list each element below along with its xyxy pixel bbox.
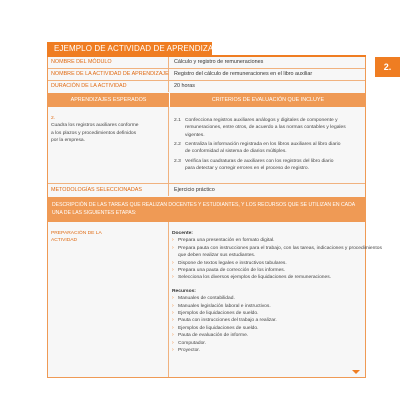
aprendizaje-number: 2. bbox=[51, 116, 56, 121]
continue-down-arrow-icon bbox=[352, 370, 360, 374]
list-item: › Dispone de textos legales e instructivos tabulares. bbox=[172, 259, 287, 266]
label-duracion: DURACIÓN DE LA ACTIVIDAD bbox=[48, 81, 169, 92]
descripcion-bar bbox=[48, 197, 365, 222]
bullet-arrow-icon: › bbox=[172, 317, 174, 324]
value-duracion: 20 horas bbox=[174, 83, 195, 89]
list-item: › Prepara pauta con instrucciones para el trabajo, con las tareas, indicaciones y procedimientos bbox=[172, 244, 382, 251]
value-actividad: Registro del cálculo de remuneraciones en el libro auxiliar bbox=[174, 71, 313, 77]
bullet-arrow-icon: › bbox=[172, 244, 174, 251]
bullet-arrow-icon: › bbox=[172, 295, 174, 302]
bullet-arrow-icon: › bbox=[172, 302, 174, 309]
criterio-number: 2.2 bbox=[174, 142, 181, 147]
label-metodologias: METODOLOGÍAS SELECCIONADAS bbox=[48, 184, 169, 196]
criterio-line: Verifica las cuadraturas de auxiliares con los registros del libro diario bbox=[185, 159, 334, 164]
bullet-arrow-icon: › bbox=[172, 259, 174, 266]
preparacion-label: PREPARACIÓN DE LA bbox=[51, 231, 102, 236]
row-duracion bbox=[48, 81, 365, 92]
column-aprendizajes: APRENDIZAJES ESPERADOS bbox=[70, 97, 147, 103]
aprendizaje-line: Cuadra los registros auxiliares conforme bbox=[51, 123, 139, 129]
column-divider bbox=[169, 93, 170, 107]
list-item: › Prepara una presentación en formato digital. bbox=[172, 237, 275, 244]
recursos-title: Recursos: bbox=[172, 288, 196, 294]
columns-header bbox=[48, 93, 365, 107]
activity-table bbox=[47, 57, 382, 377]
bullet-arrow-icon: › bbox=[172, 339, 174, 346]
activity-header: EJEMPLO DE ACTIVIDAD DE APRENDIZAJE bbox=[47, 42, 212, 56]
list-item: › Ejemplos de liquidaciones de sueldo. bbox=[172, 324, 259, 331]
label-actividad: NOMBRE DE LA ACTIVIDAD DE APRENDIZAJE bbox=[48, 69, 169, 80]
list-item: › Manuales legislación laboral e instructivos. bbox=[172, 302, 271, 309]
list-item: › Manuales de contabilidad. bbox=[172, 295, 235, 302]
recursos-list bbox=[172, 295, 382, 354]
list-item: › Proyector. bbox=[172, 347, 201, 354]
list-item: › Computador. bbox=[172, 339, 207, 346]
list-item: › Ejemplos de liquidaciones de sueldo. bbox=[172, 310, 259, 317]
bullet-arrow-icon: › bbox=[172, 267, 174, 274]
bullet-arrow-icon: › bbox=[172, 310, 174, 317]
row-aprendizaje-criterios bbox=[48, 107, 365, 183]
aprendizaje-cell bbox=[48, 107, 169, 183]
list-item: que deben realizar sus estudiantes. bbox=[178, 253, 256, 259]
value-modulo: Cálculo y registro de remuneraciones bbox=[174, 59, 264, 65]
preparacion-content bbox=[172, 230, 382, 355]
bullet-arrow-icon: › bbox=[172, 324, 174, 331]
row-modulo bbox=[48, 57, 365, 68]
criterio-line: Centraliza la información registrada en los libros auxiliares al libro diario bbox=[185, 142, 341, 147]
criterio-line: Confecciona registros auxiliares análogos y digitales de componente y bbox=[185, 118, 338, 123]
list-item: › Selecciona los diversos ejemplos de liquidaciones de remuneraciones. bbox=[172, 274, 332, 281]
criterio-line: de conformidad al sistema de diarios múltiples. bbox=[185, 149, 287, 155]
list-item: › Prepara una pauta de corrección de los informes. bbox=[172, 267, 286, 274]
criterio-line: vigentes. bbox=[185, 132, 205, 138]
preparacion-label-cell bbox=[48, 222, 169, 377]
docente-list bbox=[172, 237, 382, 281]
docente-title: Docente: bbox=[172, 231, 193, 236]
row-metodologias bbox=[48, 184, 365, 196]
criterio-number: 2.3 bbox=[174, 159, 181, 164]
descripcion-line: DESCRIPCIÓN DE LAS TAREAS QUE REALIZAN DOCENTES Y ESTUDIANTES, Y LOS RECURSOS QUE SE UTILIZAN EN CADA bbox=[52, 202, 356, 208]
row-preparacion bbox=[48, 222, 382, 377]
bullet-arrow-icon: › bbox=[172, 274, 174, 281]
bullet-arrow-icon: › bbox=[172, 347, 174, 354]
criterio-line: para detectar y corregir errores en el proceso de registro. bbox=[185, 166, 309, 172]
aprendizaje-line: a los plazos y procedimientos definidos bbox=[51, 130, 137, 136]
section-badge: 2. bbox=[375, 57, 400, 77]
aprendizaje-line: por la empresa. bbox=[51, 138, 85, 144]
list-item: › Pauta de evaluación de informe. bbox=[172, 332, 249, 339]
column-criterios: CRITERIOS DE EVALUACIÓN QUE INCLUYE bbox=[211, 97, 325, 103]
list-item: › Pauta con instrucciones del trabajo a realizar. bbox=[172, 317, 277, 324]
row-actividad bbox=[48, 69, 365, 80]
criterio-line: remuneraciones, entre otros, de acuerdo a las normas contables y legales bbox=[185, 125, 346, 131]
preparacion-label: ACTIVIDAD bbox=[51, 238, 78, 244]
bullet-arrow-icon: › bbox=[172, 237, 174, 244]
value-metodologias: Ejercicio práctico bbox=[174, 187, 215, 193]
descripcion-line: UNA DE LAS SIGUIENTES ETAPAS: bbox=[52, 209, 137, 216]
bullet-arrow-icon: › bbox=[172, 332, 174, 339]
criterio-number: 2.1 bbox=[174, 118, 181, 123]
label-modulo: NOMBRE DEL MÓDULO bbox=[48, 57, 169, 68]
bottom-rule bbox=[47, 377, 366, 378]
